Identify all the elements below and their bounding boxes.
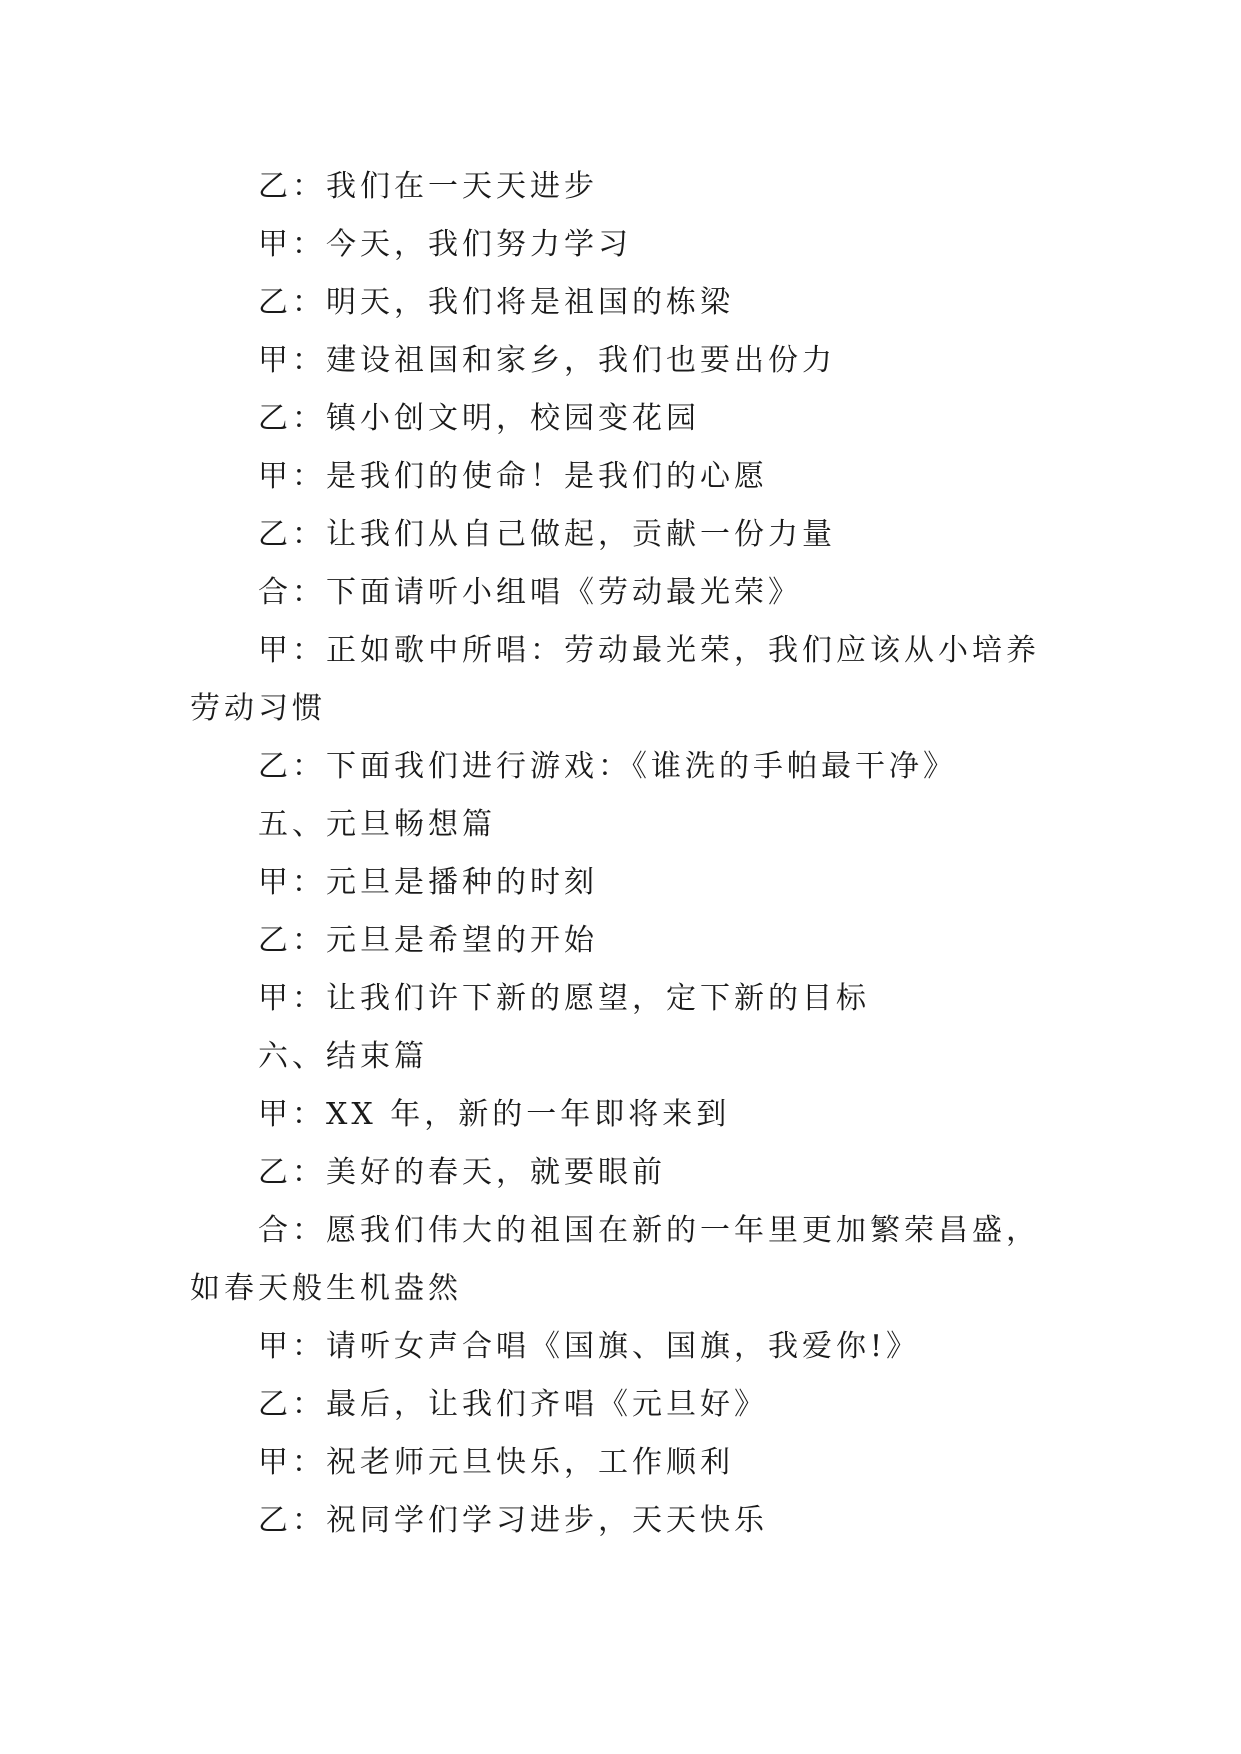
script-line: 甲：建设祖国和家乡，我们也要出份力 bbox=[258, 343, 836, 378]
document-body bbox=[190, 158, 1060, 1550]
script-line: 乙：明天，我们将是祖国的栋梁 bbox=[258, 285, 734, 320]
script-line: 乙：元旦是希望的开始 bbox=[258, 923, 598, 958]
script-line: 乙：最后，让我们齐唱《元旦好》 bbox=[258, 1387, 768, 1422]
section-heading: 五、元旦畅想篇 bbox=[258, 807, 496, 842]
script-line: 甲：XX 年，新的一年即将来到 bbox=[258, 1097, 731, 1132]
script-line: 乙：让我们从自己做起，贡献一份力量 bbox=[258, 517, 836, 552]
section-heading: 六、结束篇 bbox=[258, 1039, 428, 1074]
script-line: 合：下面请听小组唱《劳动最光荣》 bbox=[258, 575, 802, 610]
script-line: 甲：正如歌中所唱：劳动最光荣，我们应该从小培养劳动习惯 bbox=[190, 633, 1040, 726]
script-line: 合：愿我们伟大的祖国在新的一年里更加繁荣昌盛，如春天般生机盎然 bbox=[190, 1213, 1040, 1306]
script-line: 乙：我们在一天天进步 bbox=[258, 169, 598, 204]
script-line: 甲：今天，我们努力学习 bbox=[258, 227, 632, 262]
script-line: 甲：请听女声合唱《国旗、国旗，我爱你!》 bbox=[258, 1329, 921, 1364]
script-line: 乙：下面我们进行游戏：《谁洗的手帕最干净》 bbox=[258, 749, 957, 784]
script-line: 甲：让我们许下新的愿望，定下新的目标 bbox=[258, 981, 870, 1016]
script-line: 甲：元旦是播种的时刻 bbox=[258, 865, 598, 900]
script-line: 乙：祝同学们学习进步，天天快乐 bbox=[258, 1503, 768, 1538]
script-line: 乙：美好的春天，就要眼前 bbox=[258, 1155, 666, 1190]
script-line: 乙：镇小创文明，校园变花园 bbox=[258, 401, 700, 436]
script-line: 甲：是我们的使命！是我们的心愿 bbox=[258, 459, 768, 494]
script-line: 甲：祝老师元旦快乐，工作顺利 bbox=[258, 1445, 734, 1480]
